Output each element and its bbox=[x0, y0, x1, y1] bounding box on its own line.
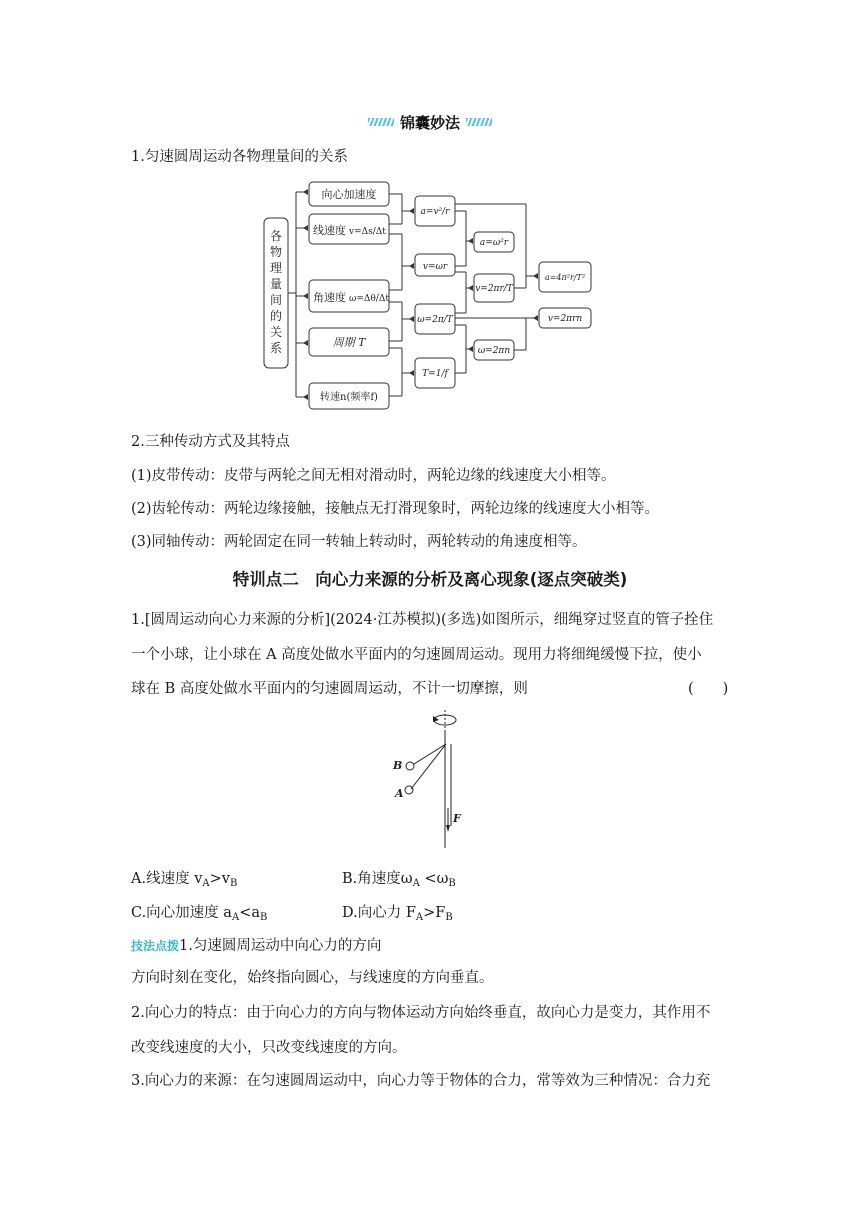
formula-v-2pirn: v=2πrn bbox=[547, 314, 583, 324]
root-char: 关 bbox=[269, 325, 283, 339]
question-line: 一个小球，让小球在 A 高度处做水平面内的匀速圆周运动。现用力将细绳缓慢下拉，使小 bbox=[131, 647, 702, 663]
item2-line: (1)皮带传动：皮带与两轮之间无相对滑动时，两轮边缘的线速度大小相等。 bbox=[131, 468, 616, 484]
option-d[interactable]: D.向心力 $F_A>F_B$ bbox=[342, 905, 453, 923]
option-b[interactable]: B.角速度$\omega_A <\omega_B$ bbox=[342, 871, 456, 889]
label-b: B bbox=[393, 759, 403, 772]
item2-heading: 2.三种传动方式及其特点 bbox=[131, 434, 290, 450]
angular-speed-formula: ω=Δθ/Δt bbox=[349, 294, 389, 304]
formula-v-wr: v=ωr bbox=[422, 262, 448, 272]
section-title: 特训点二 向心力来源的分析及离心现象(逐点突破类) bbox=[232, 570, 628, 589]
formula-v-2pir-T: v=2πr/T bbox=[475, 284, 513, 294]
tips-line: 1.匀速圆周运动中向心力的方向 bbox=[179, 938, 382, 954]
question-line: 球在 B 高度处做水平面内的匀速圆周运动，不计一切摩擦，则 bbox=[131, 681, 528, 697]
option-c[interactable]: C.向心加速度 $a_A<a_B$ bbox=[131, 905, 268, 923]
relationship-diagram bbox=[262, 178, 598, 410]
root-char: 系 bbox=[269, 341, 283, 355]
item2-line: (3)同轴传动：两轮固定在同一转轴上转动时，两轮转动的角速度相等。 bbox=[131, 534, 587, 550]
tips-line: 2.向心力的特点：由于向心力的方向与物体运动方向始终垂直，故向心力是变力，其作用不 bbox=[131, 1005, 711, 1021]
formula-w-2pi-T: ω=2π/T bbox=[417, 315, 453, 325]
formula-T-1-f: T=1/f bbox=[422, 369, 448, 379]
banner-left-decoration bbox=[368, 118, 394, 126]
rotational-speed-label: 转速n(频率f) bbox=[320, 392, 378, 403]
pendulum-figure bbox=[385, 708, 475, 856]
root-char: 间 bbox=[269, 293, 283, 307]
section-banner bbox=[360, 110, 500, 134]
root-char: 理 bbox=[269, 261, 283, 275]
tips-first-line bbox=[131, 934, 381, 955]
tips-line: 改变线速度的大小，只改变线速度的方向。 bbox=[131, 1040, 407, 1056]
banner-title: 锦囊妙法 bbox=[399, 113, 460, 132]
period-label: 周期 T bbox=[332, 336, 366, 349]
item1-heading: 1.匀速圆周运动各物理量间的关系 bbox=[131, 149, 348, 165]
root-char: 量 bbox=[269, 277, 283, 291]
question-line: 1.[圆周运动向心力来源的分析](2024·江苏模拟)(多选)如图所示，细绳穿过竖直的管子拴住 bbox=[131, 612, 714, 628]
item2-line: (2)齿轮传动：两轮边缘接触，接触点无打滑现象时，两轮边缘的线速度大小相等。 bbox=[131, 501, 660, 517]
centripetal-acc-label: 向心加速度 bbox=[321, 188, 377, 201]
linear-speed-label: 线速度 bbox=[313, 224, 346, 237]
formula-w-2pin: ω=2πn bbox=[477, 346, 511, 356]
root-char: 的 bbox=[269, 309, 283, 323]
root-char: 物 bbox=[269, 245, 283, 259]
formula-a-4pi2r-T2: a=4π²r/T² bbox=[544, 273, 586, 282]
formula-a-w2r: a=ω²r bbox=[479, 238, 509, 248]
tips-tag: 技法点拨 bbox=[131, 939, 180, 953]
linear-speed-formula: v=Δs/Δt bbox=[349, 227, 386, 237]
root-char: 各 bbox=[269, 229, 283, 243]
formula-a-v2r: a=v²/r bbox=[420, 207, 450, 217]
tips-line: 3.向心力的来源：在匀速圆周运动中，向心力等于物体的合力，常等效为三种情况：合力充 bbox=[131, 1073, 711, 1089]
label-f: F bbox=[453, 812, 461, 825]
answer-bracket: ( ) bbox=[688, 681, 729, 697]
label-a: A bbox=[395, 787, 404, 800]
angular-speed-label: 角速度 bbox=[313, 291, 346, 304]
option-a[interactable]: A.线速度 $v_A>v_B$ bbox=[131, 871, 238, 889]
banner-right-decoration bbox=[466, 118, 492, 126]
tips-line: 方向时刻在变化，始终指向圆心，与线速度的方向垂直。 bbox=[131, 970, 494, 986]
